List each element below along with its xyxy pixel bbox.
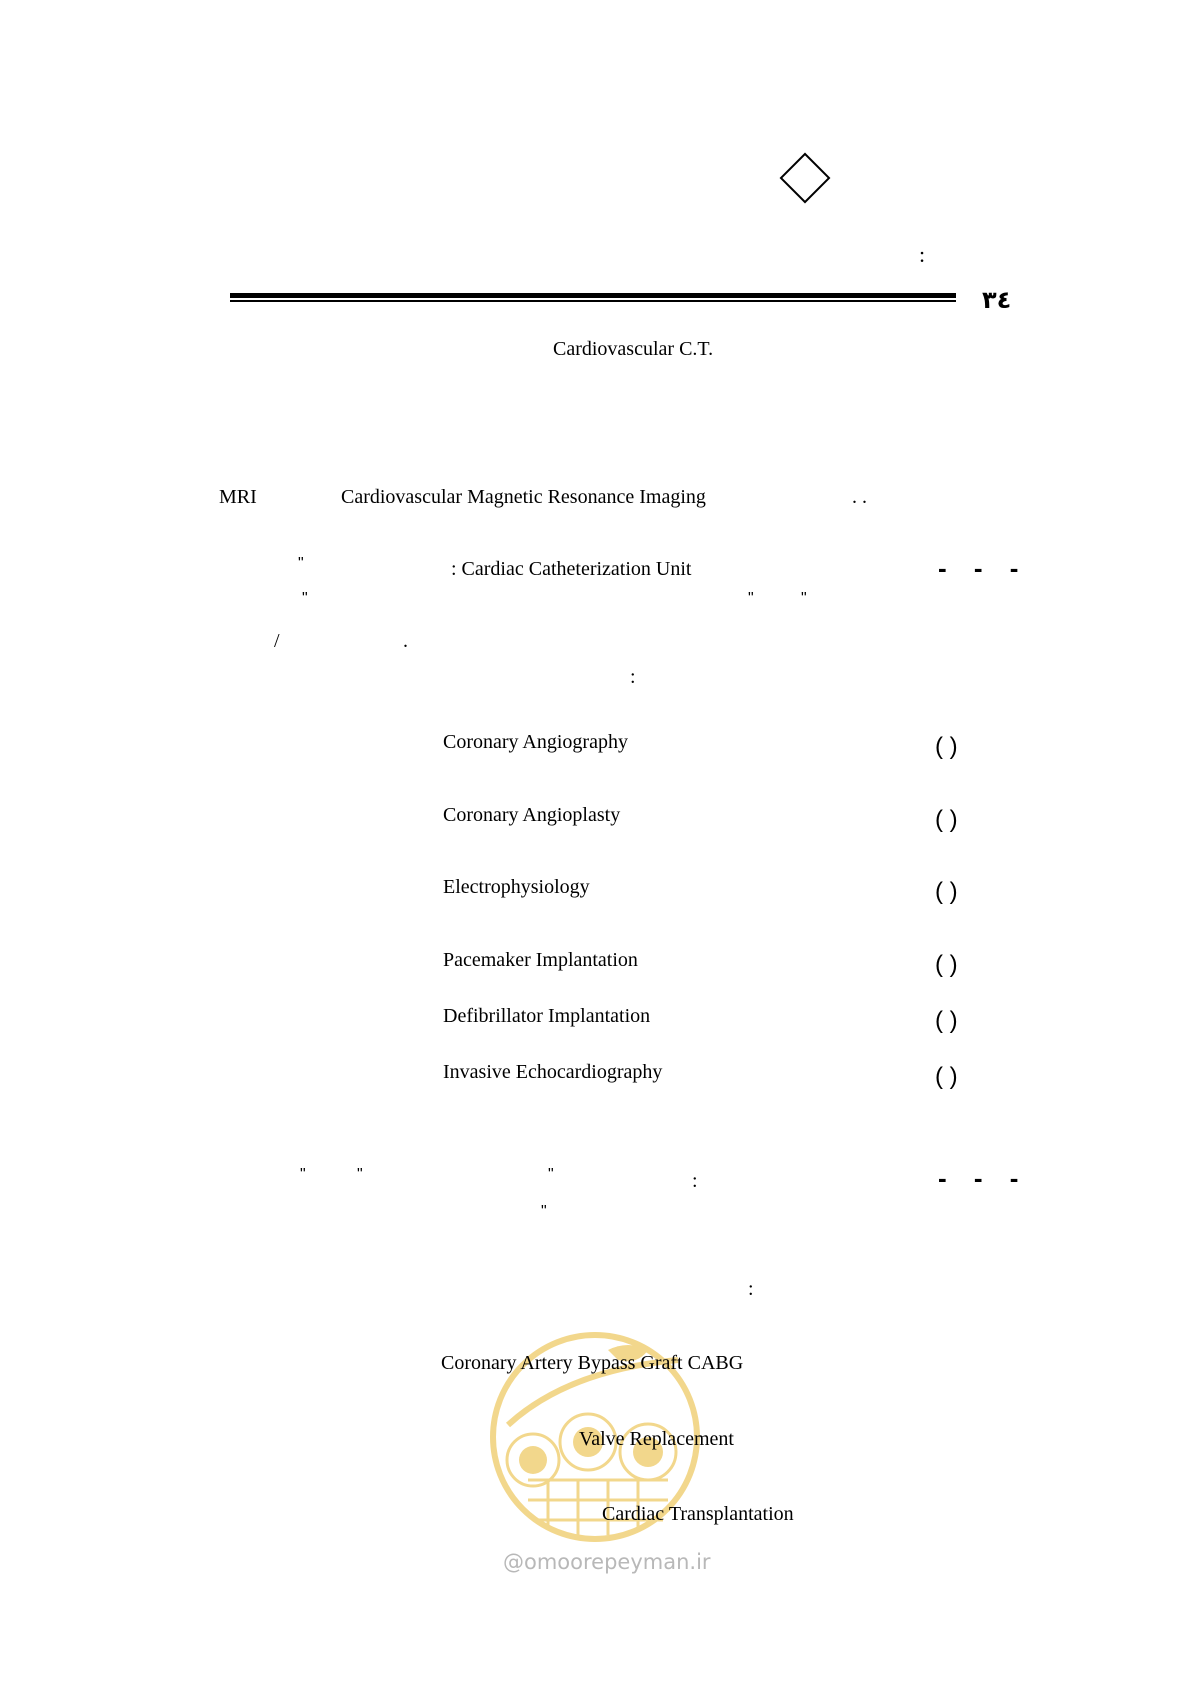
diamond-ornament: [780, 153, 831, 204]
procedure-item: Electrophysiology: [443, 876, 590, 898]
header-colon: :: [919, 242, 926, 267]
procedure-item: Coronary Angioplasty: [443, 804, 621, 826]
header-rule-thick: [230, 293, 956, 298]
slash-mark: /: [274, 630, 280, 652]
paren-marker: ( ): [935, 951, 958, 978]
watermark-text: [503, 1550, 711, 1574]
procedure-item: Invasive Echocardiography: [443, 1061, 663, 1083]
colon-mark: :: [748, 1278, 754, 1300]
quote-mark: ": [357, 1166, 363, 1183]
procedure-item: Cardiac Transplantation: [602, 1503, 794, 1525]
quote-mark: ": [548, 1166, 554, 1183]
colon-mark: :: [692, 1170, 698, 1192]
colon-mark: :: [630, 666, 636, 688]
quote-mark: ": [300, 1166, 306, 1183]
quote-mark: ": [302, 590, 308, 607]
mri-dots: . .: [852, 486, 867, 508]
ct-heading: Cardiovascular C.T.: [553, 338, 714, 360]
cath-unit: : Cardiac Catheterization Unit: [451, 558, 692, 580]
period-mark: .: [403, 630, 408, 652]
quote-mark: ": [298, 555, 304, 572]
paren-marker: ( ): [935, 806, 958, 833]
at-icon: @: [503, 1550, 524, 1574]
procedure-item: Coronary Angiography: [443, 731, 628, 753]
paren-marker: ( ): [935, 1007, 958, 1034]
quote-mark: ": [541, 1203, 547, 1220]
mri-abbr: MRI: [219, 486, 257, 508]
procedure-item: Valve Replacement: [579, 1428, 734, 1450]
header-rule-thin: [230, 300, 956, 302]
paren-marker: ( ): [935, 733, 958, 760]
paren-marker: ( ): [935, 878, 958, 905]
procedure-item: Defibrillator Implantation: [443, 1005, 651, 1027]
paren-marker: ( ): [935, 1063, 958, 1090]
mri-full: Cardiovascular Magnetic Resonance Imaging: [341, 486, 706, 508]
watermark-label: omoorepeyman.ir: [524, 1550, 711, 1574]
quote-mark: ": [748, 590, 754, 607]
page-number: ٣٤: [982, 286, 1012, 314]
procedure-item: Coronary Artery Bypass Graft CABG: [441, 1352, 744, 1374]
section-dashes-1: - - -: [938, 553, 1029, 583]
procedure-item: Pacemaker Implantation: [443, 949, 638, 971]
section-dashes-2: - - -: [938, 1163, 1029, 1193]
quote-mark: ": [801, 590, 807, 607]
